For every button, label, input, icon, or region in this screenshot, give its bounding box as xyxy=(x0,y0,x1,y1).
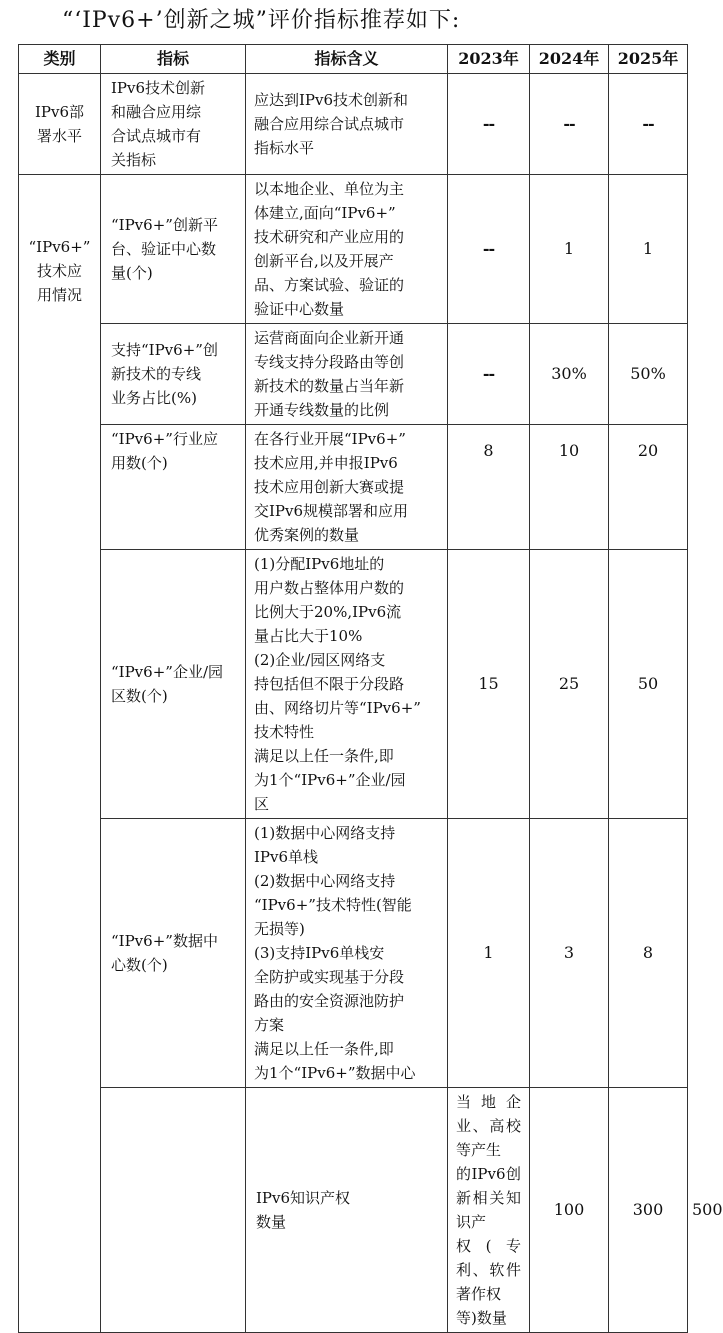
header-2023: 2023年 xyxy=(448,45,530,74)
indicator-cell xyxy=(101,819,246,1088)
indicator-cell xyxy=(101,550,246,819)
value-2023: -- xyxy=(448,175,530,324)
category-label: IPv6部 署水平 xyxy=(34,103,85,145)
table-row xyxy=(19,175,688,324)
indicator-label: IPv6知识产权 数量 xyxy=(256,1189,351,1231)
value-2023: 15 xyxy=(448,550,530,819)
table-row: IPv6知识产权 数量 当地企业、高校等产生 的IPv6创新相关知识产 权(专利、软件著作权 等)数量 100 300 500 xyxy=(19,1088,688,1333)
meaning-text: 在各行业开展“IPv6+” 技术应用,并申报IPv6 技术应用创新大赛或提 交IPv6规模部署和应用 优秀案例的数量 xyxy=(254,430,409,544)
value-2023: 1 xyxy=(448,819,530,1088)
header-category: 类别 xyxy=(19,45,101,74)
value-2025: 8 xyxy=(609,819,688,1088)
value-2024: -- xyxy=(530,74,609,175)
value-2025: 50 xyxy=(609,550,688,819)
table-row xyxy=(19,324,688,425)
category-cell xyxy=(19,74,101,175)
meaning-cell xyxy=(246,175,448,324)
category-cell-empty xyxy=(101,1088,246,1333)
meaning-text: 应达到IPv6技术创新和 融合应用综合试点城市 指标水平 xyxy=(254,91,409,157)
meaning-cell xyxy=(246,74,448,175)
indicator-label: “IPv6+”行业应 用数(个) xyxy=(111,430,218,472)
value-2023: 8 xyxy=(448,425,530,550)
meaning-cell xyxy=(246,819,448,1088)
header-meaning: 指标含义 xyxy=(246,45,448,74)
value-2023: -- xyxy=(448,74,530,175)
indicator-label: “IPv6+”创新平 台、验证中心数 量(个) xyxy=(111,216,218,282)
indicator-label: “IPv6+”数据中 心数(个) xyxy=(111,932,218,974)
table-row xyxy=(19,74,688,175)
indicator-cell xyxy=(101,74,246,175)
indicator-table xyxy=(18,44,723,1333)
value-2025: -- xyxy=(609,74,688,175)
meaning-cell xyxy=(246,550,448,819)
table-row xyxy=(19,550,688,819)
value-2025: 20 xyxy=(609,425,688,550)
indicator-label: “IPv6+”企业/园 区数(个) xyxy=(111,663,223,705)
meaning-text: (1)数据中心网络支持 IPv6单栈 (2)数据中心网络支持 “IPv6+”技术特性(智能 无损等) (3)支持IPv6单栈安 全防护或实现基于分段 路由的安全资源池防护 方案 满足以上任一条件,即 为1个“IPv6+”数据中心 xyxy=(254,824,416,1082)
value-2024: 30% xyxy=(530,324,609,425)
indicator-cell xyxy=(246,1088,448,1333)
meaning-text: 运营商面向企业新开通 专线支持分段路由等创 新技术的数量占当年新 开通专线数量的比例 xyxy=(254,329,405,419)
header-2025: 2025年 xyxy=(609,45,688,74)
indicator-cell xyxy=(101,324,246,425)
category-cell xyxy=(19,175,101,1333)
value-2025: 1 xyxy=(609,175,688,324)
meaning-text: 当地企业、高校等产生 的IPv6创新相关知识产 权(专利、软件著作权 等)数量 xyxy=(456,1093,521,1327)
header-2024: 2024年 xyxy=(530,45,609,74)
value-2024: 300 xyxy=(609,1088,688,1333)
meaning-cell xyxy=(246,324,448,425)
value-2025: 50% xyxy=(609,324,688,425)
indicator-label: 支持“IPv6+”创 新技术的专线 业务占比(%) xyxy=(111,341,218,407)
value-2024: 25 xyxy=(530,550,609,819)
table-header-row xyxy=(19,45,688,74)
value-2024: 3 xyxy=(530,819,609,1088)
value-2024: 1 xyxy=(530,175,609,324)
indicator-label: IPv6技术创新 和融合应用综 合试点城市有 关指标 xyxy=(111,79,206,169)
table-row xyxy=(19,425,688,550)
page-heading: “‘IPv6+’创新之城”评价指标推荐如下: xyxy=(62,8,461,33)
category-label: “IPv6+” 技术应 用情况 xyxy=(28,238,91,304)
value-2023: -- xyxy=(448,324,530,425)
indicator-cell xyxy=(101,175,246,324)
table-row xyxy=(19,819,688,1088)
header-indicator: 指标 xyxy=(101,45,246,74)
meaning-cell xyxy=(246,425,448,550)
meaning-text: (1)分配IPv6地址的 用户数占整体用户数的 比例大于20%,IPv6流 量占比大于10% (2)企业/园区网络支 持包括但不限于分段路 由、网络切片等“IPv6+” 技术特性 满足以上任一条件,即 为1个“IPv6+”企业/园 区 xyxy=(254,555,421,813)
meaning-text: 以本地企业、单位为主 体建立,面向“IPv6+” 技术研究和产业应用的 创新平台,以及开展产 品、方案试验、验证的 验证中心数量 xyxy=(254,180,405,318)
indicator-cell xyxy=(101,425,246,550)
value-2024: 10 xyxy=(530,425,609,550)
meaning-cell xyxy=(448,1088,530,1333)
value-2023: 100 xyxy=(530,1088,609,1333)
